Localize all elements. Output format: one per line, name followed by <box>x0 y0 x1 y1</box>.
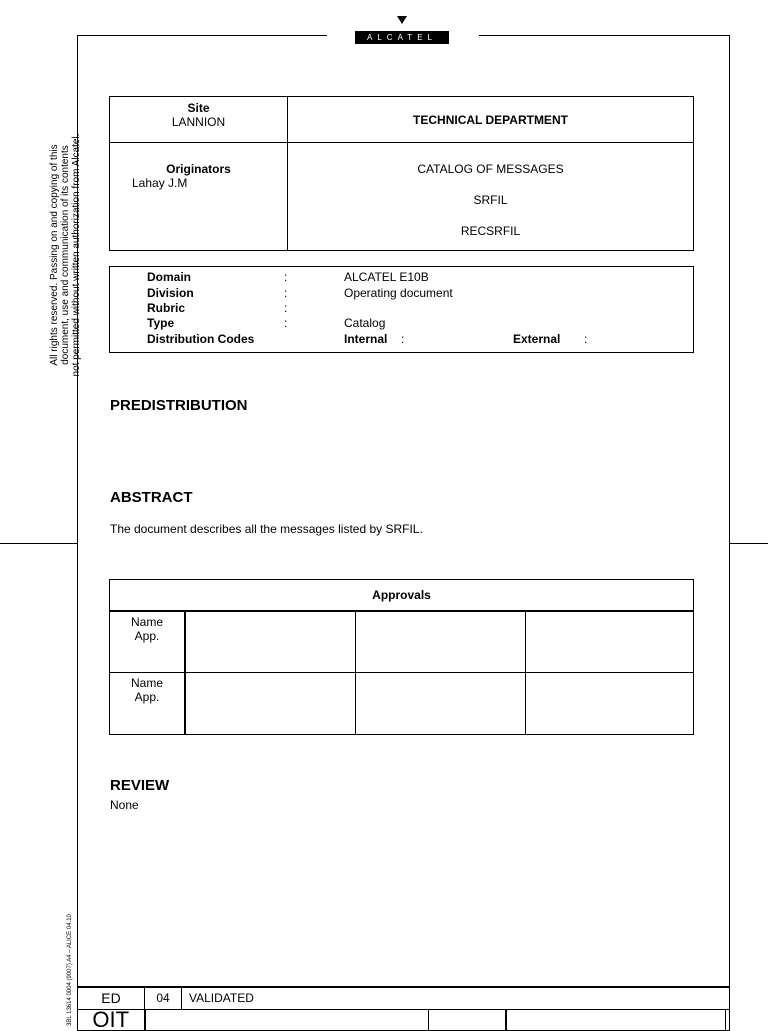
approvals-title: Approvals <box>110 580 694 611</box>
division-label: Division <box>147 286 194 300</box>
site-label: Site <box>187 101 210 115</box>
frame-right <box>729 35 730 1024</box>
app-label: App. <box>134 628 160 643</box>
approval-cell <box>185 611 356 673</box>
oit-label: OIT <box>78 1009 145 1030</box>
domain-value: ALCATEL E10B <box>344 270 429 284</box>
copyright-line-3: not permitted without written authorization from Alcatel. <box>71 133 82 377</box>
rubric-label: Rubric <box>147 301 186 315</box>
approval-row <box>110 611 694 673</box>
external-colon: : <box>584 332 588 346</box>
logo-arrow-icon <box>397 16 407 24</box>
fold-mark-left <box>0 543 77 544</box>
name-label: Name <box>130 676 163 690</box>
division-colon: : <box>284 286 288 300</box>
name-label: Name <box>130 614 163 629</box>
status-value: VALIDATED <box>182 987 730 1009</box>
title-cell <box>288 143 694 251</box>
header-table <box>109 96 694 251</box>
copyright-line-1: All rights reserved. Passing on and copying of this <box>49 144 60 366</box>
predistribution-heading: PREDISTRIBUTION <box>110 397 248 414</box>
frame-top-right <box>479 35 730 36</box>
type-label: Type <box>147 316 175 330</box>
site-cell <box>110 97 288 143</box>
domain-label: Domain <box>147 270 192 284</box>
internal-colon: : <box>401 332 405 346</box>
originators-value: Lahay J.M <box>132 176 188 190</box>
distribution-label: Distribution Codes <box>147 332 255 346</box>
abstract-text: The document describes all the messages listed by SRFIL. <box>110 522 423 536</box>
alcatel-logo: ALCATEL <box>355 31 449 44</box>
approval-row <box>110 673 694 735</box>
originators-label: Originators <box>166 162 231 176</box>
ed-label: ED <box>78 987 145 1009</box>
copyright-line-2: document, use and communication of its contents <box>60 145 71 365</box>
title-line-1: CATALOG OF MESSAGES <box>417 162 564 176</box>
approval-cell <box>526 611 694 673</box>
rubric-colon: : <box>284 301 288 315</box>
copyright-notice <box>49 125 82 385</box>
footer-cell <box>725 1009 729 1030</box>
review-heading: REVIEW <box>110 777 170 794</box>
document-meta <box>109 266 694 353</box>
type-value: Catalog <box>344 316 386 330</box>
footer-cell <box>145 1009 429 1030</box>
app-label: App. <box>134 690 160 704</box>
footer-cell <box>506 1009 726 1030</box>
approval-cell <box>185 673 356 735</box>
title-line-2: SRFIL <box>473 193 508 207</box>
division-value: Operating document <box>344 286 453 300</box>
title-line-3: RECSRFIL <box>460 224 521 238</box>
approval-labels <box>110 673 186 735</box>
fold-mark-right <box>730 543 768 544</box>
external-label: External <box>513 332 561 346</box>
review-text: None <box>110 798 139 812</box>
type-colon: : <box>284 316 288 330</box>
approval-cell <box>356 673 526 735</box>
department-cell: TECHNICAL DEPARTMENT <box>288 97 694 143</box>
approval-cell <box>356 611 526 673</box>
site-value: LANNION <box>171 115 226 129</box>
approvals-table <box>109 579 694 735</box>
form-code: 3BL 13614 0004 (9007) A4 – ALICE 04.10 <box>67 914 73 1026</box>
frame-top-left <box>77 35 327 36</box>
internal-label: Internal <box>344 332 388 346</box>
domain-colon: : <box>284 270 288 284</box>
originators-cell <box>110 143 288 251</box>
ed-value: 04 <box>145 987 182 1009</box>
approval-labels <box>110 611 186 673</box>
approval-cell <box>526 673 694 735</box>
footer-cell <box>428 1009 506 1030</box>
abstract-heading: ABSTRACT <box>110 489 193 506</box>
